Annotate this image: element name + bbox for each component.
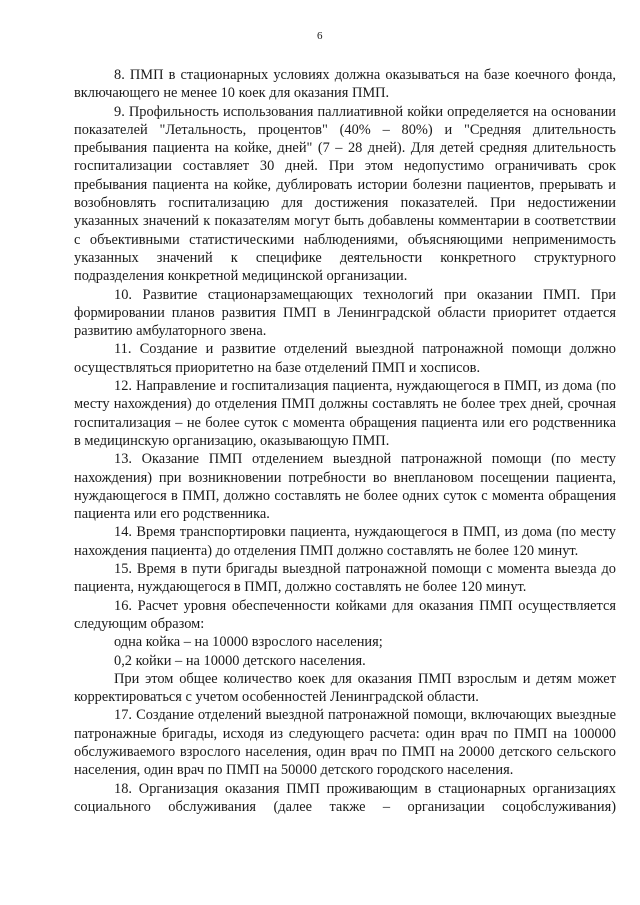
paragraph-12: 12. Направление и госпитализация пациента, нуждающегося в ПМП, из дома (по месту нахождения) до отделения ПМП должны составлять не более трех дней, срочная госпитализация – не более суток с момента обращения пациента или его родственника в медицинскую организацию, оказывающую ПМП. xyxy=(74,378,616,449)
page-number: 6 xyxy=(317,30,323,42)
list-item-child-beds: 0,2 койки – на 10000 детского населения. xyxy=(114,652,366,669)
paragraph-10: 10. Развитие стационарзамещающих технологий при оказании ПМП. При формировании планов развития ПМП в Ленинградской области приоритет отдается развитию амбулаторного звена. xyxy=(74,286,616,340)
paragraph-18: 18. Организация оказания ПМП проживающим в стационарных организациях социального обслуживания (далее также – организации соцобслуживания) xyxy=(74,780,616,815)
paragraph-17: 17. Создание отделений выездной патронажной помощи, включающих выездные патронажные бригады, исходя из следующего расчета: один врач по ПМП на 100000 обслуживаемого взрослого населения, один врач по ПМП на 20000 детского сельского населения, один врач по ПМП на 50000 детского городского населения. xyxy=(74,707,616,779)
paragraph-8: 8. ПМП в стационарных условиях должна оказываться на базе коечного фонда, включающего не менее 10 коек для оказания ПМП. xyxy=(74,67,616,102)
paragraph-13: 13. Оказание ПМП отделением выездной патронажной помощи (по месту нахождения) при возникновении потребности во внеплановом посещении пациента, нуждающегося в ПМП, должно составлять не более одних суток с момента обращения пациента или его родственника. xyxy=(74,451,616,523)
paragraph-15: 15. Время в пути бригады выездной патронажной помощи с момента выезда до пациента, нуждающегося в ПМП, должно составлять не более 120 минут. xyxy=(74,561,616,596)
paragraph-14: 14. Время транспортировки пациента, нуждающегося в ПМП, из дома (по месту нахождения пациента) до отделения ПМП должно составлять не более 120 минут. xyxy=(74,524,616,559)
paragraph-16: 16. Расчет уровня обеспеченности койками для оказания ПМП осуществляется следующим образом: xyxy=(74,597,616,632)
paragraph-9: 9. Профильность использования паллиативной койки определяется на основании показателей "Летальность, процентов" (40% – 80%) и "Средняя длительность пребывания пациента на койке, дней" (7 – 28 дней). Для детей средняя длительность госпитализации составляет 30 дней. При этом недопустимо ограничивать срок пребывания пациента на койке, дублировать истории болезни пациентов, прерывать и возобновлять госпитализацию для достижения показателей. При недостижении указанных значений к показателям могут быть добавлены комментарии в соответствии с объективными статистическими наблюдениями, объясняющими неприменимость указанных значений к специфике деятельности конкретного структурного подразделения конкретной медицинской организации. xyxy=(74,103,616,285)
paragraph-11: 11. Создание и развитие отделений выездной патронажной помощи должно осуществляться приоритетно на базе отделений ПМП и хосписов. xyxy=(74,341,616,376)
document-body xyxy=(74,66,616,816)
paragraph-16-note: При этом общее количество коек для оказания ПМП взрослым и детям может корректироваться с учетом особенностей Ленинградской области. xyxy=(74,670,616,706)
list-item-adult-beds: одна койка – на 10000 взрослого населения; xyxy=(114,634,383,651)
